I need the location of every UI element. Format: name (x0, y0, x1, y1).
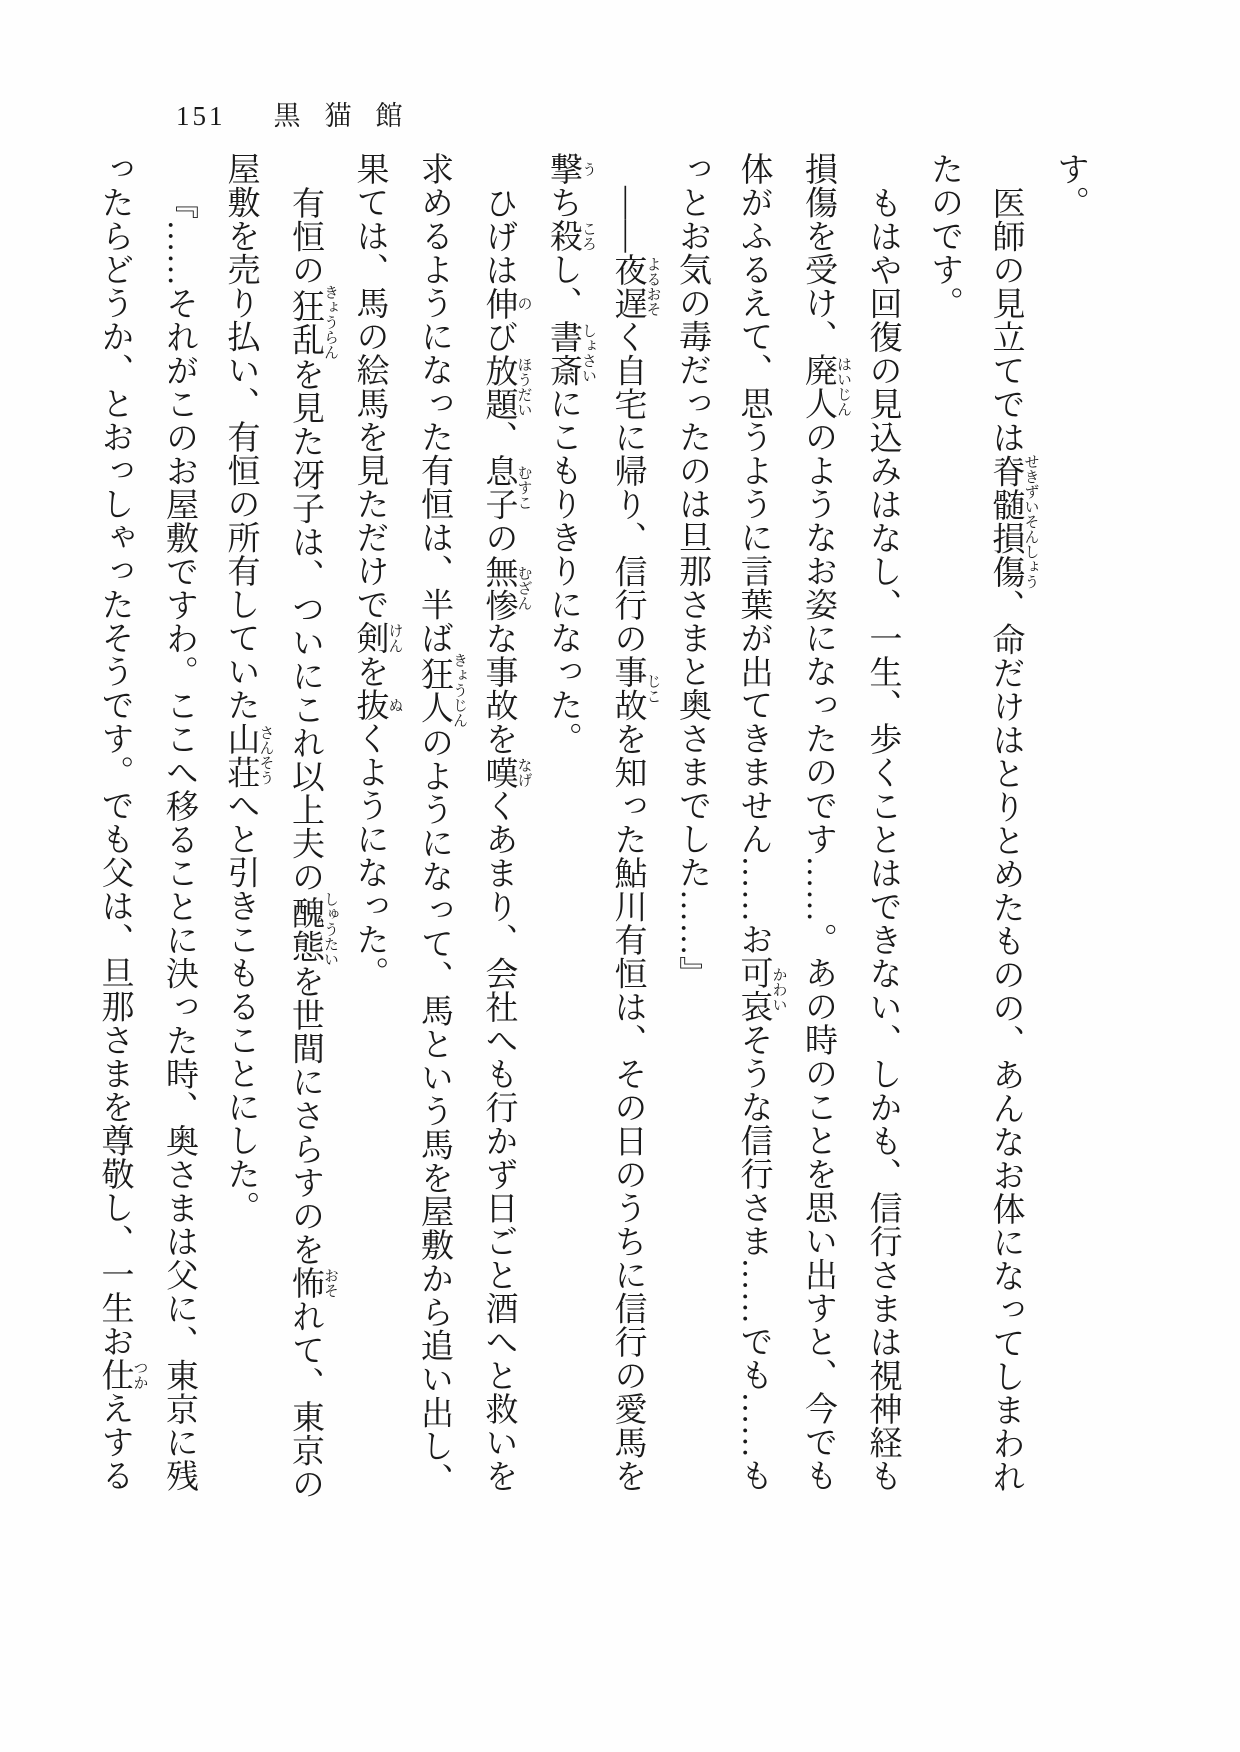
ruby-base-text: 可哀 (735, 956, 772, 1023)
ruby-base-text: 嘆 (480, 755, 517, 789)
text-column (274, 152, 339, 1500)
furigana-reading: う (580, 152, 596, 186)
text-column (661, 152, 723, 1500)
furigana-annotated-word (545, 219, 596, 253)
furigana-reading: よるおそ (644, 253, 661, 320)
ruby-base-text: 醜態 (287, 891, 323, 967)
furigana-annotated-word (545, 152, 596, 186)
ruby-base-text: 殺 (545, 219, 581, 253)
furigana-reading: ぬ (386, 688, 403, 722)
furigana-annotated-word (735, 956, 787, 1023)
text-run: 『……それがこのお屋敷ですわ。ここへ移ることに決った時、奥さまは父に、東京に残 (161, 186, 197, 1493)
text-run: を知った鮎川有恒は、その日のうちに信行の愛馬を (609, 722, 646, 1493)
text-run: のようになって、馬という馬を屋敷から追い出し、 (416, 725, 452, 1496)
text-run: し、 (545, 252, 581, 320)
text-column (851, 152, 913, 1500)
page-header (176, 94, 427, 133)
furigana-reading: ころ (580, 219, 596, 253)
ruby-base-text: 脊髄損傷 (987, 453, 1024, 589)
text-run: 果ては、馬の絵馬を見ただけで (351, 152, 388, 621)
furigana-reading: きょうじん (451, 652, 467, 728)
text-run: す。 (1052, 152, 1088, 219)
vertical-text-block (83, 152, 1100, 1500)
furigana-annotated-word (351, 688, 403, 722)
text-run: び (480, 320, 517, 354)
text-run: たのです。 (926, 152, 962, 320)
text-run: のようなお姿になったのです……。あの時のことを思い出すと、今でも (800, 420, 836, 1492)
furigana-annotated-word (416, 652, 467, 728)
text-run: えする (96, 1391, 133, 1492)
furigana-annotated-word (987, 453, 1039, 589)
ruby-base-text: 抜 (351, 688, 388, 722)
text-run: を (351, 654, 388, 688)
furigana-reading: つか (131, 1358, 148, 1392)
furigana-reading: きょうらん (322, 284, 338, 360)
furigana-annotated-word (480, 286, 532, 321)
ruby-base-text: 仕 (96, 1358, 133, 1392)
text-run: にこもりきりになった。 (545, 386, 581, 755)
furigana-reading: ほうだい (515, 353, 532, 421)
text-run: を世間にさらすのを (287, 964, 323, 1266)
text-column (403, 152, 468, 1500)
text-run: 医師の見立てでは (987, 186, 1024, 454)
furigana-annotated-word (480, 755, 532, 790)
furigana-annotated-word (480, 353, 532, 421)
furigana-reading: さんそう (257, 721, 274, 789)
text-run: ひげは (480, 186, 517, 287)
text-run: もはや回復の見込みはなし、一生、歩くことはできない、しかも、信行さまは視神経も (864, 186, 901, 1493)
ruby-base-text: 撃 (545, 152, 581, 186)
text-run: ったらどうか、とおっしゃったそうです。でも父は、旦那さまを尊敬し、一生お (96, 152, 133, 1358)
text-column (467, 152, 532, 1500)
furigana-annotated-word (800, 353, 851, 420)
ruby-base-text: 伸 (480, 286, 517, 320)
furigana-annotated-word (609, 655, 661, 722)
text-run: くようになった。 (351, 721, 388, 990)
text-column (974, 152, 1039, 1500)
text-run: 損傷を受け、 (800, 152, 836, 353)
furigana-reading: むざん (515, 554, 532, 622)
text-column (338, 152, 403, 1500)
ruby-base-text: 狂人 (416, 652, 452, 728)
furigana-reading: おそ (322, 1266, 338, 1300)
furigana-annotated-word (351, 621, 403, 655)
ruby-base-text: 狂乱 (287, 284, 323, 360)
ruby-base-text: 怖 (287, 1266, 323, 1300)
text-run: を見た冴子は、ついにこれ以上夫の (287, 357, 323, 894)
text-run: 屋敷を売り払い、有恒の所有していた (222, 152, 259, 722)
furigana-reading: せきずいそんしょう (1022, 453, 1039, 589)
text-run: へと引きこもることにした。 (222, 788, 259, 1224)
text-run: 有恒の (287, 186, 323, 287)
text-run: っとお気の毒だったのは旦那さまと奥さまでした……』 (674, 152, 710, 990)
ruby-base-text: 無惨 (480, 554, 517, 622)
ruby-base-text: 夜遅 (609, 253, 646, 320)
text-column (722, 152, 787, 1500)
furigana-annotated-word (545, 319, 596, 387)
furigana-reading: じこ (644, 655, 661, 722)
text-column (532, 152, 597, 1500)
furigana-annotated-word (287, 1266, 338, 1300)
text-run: くあまり、会社へも行かず日ごと酒へと救いを (480, 789, 517, 1493)
ruby-base-text: 放題 (480, 353, 517, 421)
text-run: 体がふるえて、思うように言葉が出てきません……お (735, 152, 772, 956)
furigana-annotated-word (287, 891, 338, 967)
text-run: ―― (609, 186, 646, 253)
ruby-base-text: 剣 (351, 621, 388, 655)
page-number: 151 (176, 101, 226, 131)
furigana-reading: なげ (515, 755, 532, 789)
ruby-base-text: 書斎 (545, 319, 581, 387)
text-run: ち (545, 185, 581, 219)
text-run: そうな信行さま……でも……も (735, 1023, 772, 1492)
furigana-annotated-word (609, 253, 661, 320)
text-column (148, 152, 210, 1500)
furigana-annotated-word (222, 721, 274, 789)
text-column (596, 152, 661, 1500)
text-column (1039, 152, 1101, 1500)
text-column (787, 152, 852, 1500)
text-run: 求めるようになった有恒は、半ば (416, 152, 452, 655)
text-run: れて、東京の (287, 1299, 323, 1501)
text-run: く自宅に帰り、信行の (609, 320, 646, 655)
furigana-reading: けん (386, 621, 403, 655)
furigana-reading: かわい (770, 956, 787, 1023)
text-column (913, 152, 975, 1500)
text-run: の (480, 521, 517, 555)
furigana-annotated-word (480, 454, 532, 521)
ruby-base-text: 事故 (609, 655, 646, 722)
book-title: 黒猫館 (273, 101, 427, 131)
furigana-reading: しょさい (580, 319, 596, 387)
furigana-reading: はいじん (835, 353, 851, 420)
furigana-reading: むすこ (515, 454, 532, 521)
text-column (83, 152, 148, 1500)
ruby-base-text: 息子 (480, 454, 517, 521)
furigana-reading: しゅうたい (322, 891, 338, 967)
furigana-annotated-word (480, 554, 532, 622)
text-run: 、 (480, 420, 517, 454)
text-column (209, 152, 274, 1500)
furigana-annotated-word (287, 284, 338, 360)
text-run: な事故を (480, 621, 517, 756)
ruby-base-text: 廃人 (800, 353, 836, 420)
text-run: 、命だけはとりとめたものの、あんなお体になってしまわれ (987, 588, 1024, 1494)
furigana-annotated-word (96, 1358, 148, 1392)
furigana-reading: の (515, 286, 532, 320)
ruby-base-text: 山荘 (222, 721, 259, 789)
